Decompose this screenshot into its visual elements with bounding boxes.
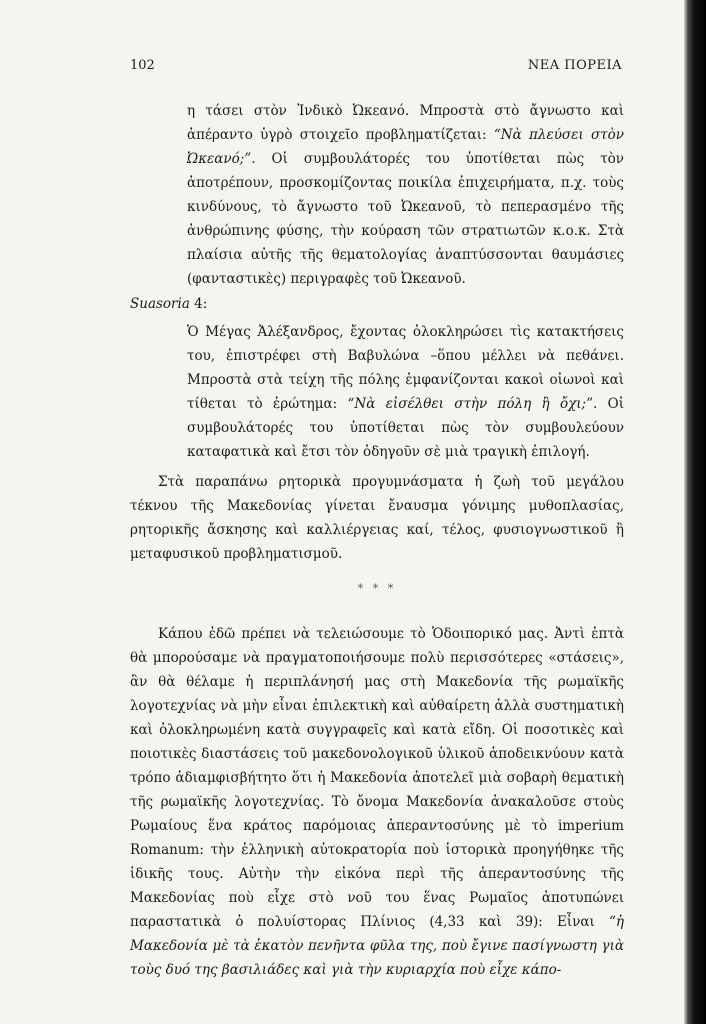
body-text: Ὁ Μέγας Ἀλέξανδρος, ἔχοντας ὁλοκληρώσει τὶς κατακτήσεις του, ἐπιστρέφει στὴ Βαβυλώνα –ὅπου μέλλει νὰ πεθάνει. Μπροστὰ στὰ τείχη τῆς πόλης ἐμφανίζονται κακοὶ οἰωνοὶ καὶ τίθεται τὸ ἐρώτημα: (187, 324, 624, 412)
paragraph-conclusion (130, 622, 624, 982)
body-text: Κάπου ἐδῶ πρέπει νὰ τελειώσουμε τὸ Ὁδοιπορικό μας. Ἀντὶ ἑπτὰ θὰ μπορούσαμε νὰ πραγματοποιήσουμε πολὺ περισσότερες «στάσεις», ἂν θὰ θέλαμε ἡ περιπλάνησή μας στὴ Μακεδονία τῆς ρωμαϊκῆς λογοτεχνίας νὰ μὴν εἶναι ἐπιλεκτικὴ καὶ αὐθαίρετη ἀλλὰ συστηματικὴ καὶ ὁλοκληρωμένη κατὰ συγγραφεῖς καὶ κατὰ εἴδη. Οἱ ποσοτικὲς καὶ ποιοτικὲς διαστάσεις τοῦ μακεδονολογικοῦ ὑλικοῦ ἀποδεικνύουν κατὰ τρόπο ἀδιαμφισβήτητο ὅτι ἡ Μακεδονία ἀποτελεῖ μιὰ σοβαρὴ θεματικὴ τῆς ρωμαϊκῆς λογοτεχνίας. Τὸ ὄνομα Μακεδονία ἀνακαλοῦσε στοὺς Ρωμαίους ἕνα κράτος παρόμοιας ἀπεραντοσύνης μὲ τὸ imperium Romanum: τὴν ἑλληνικὴ αὐτοκρατορία ποὺ ἱστορικὰ προηγήθηκε τῆς ἰδικῆς τους. Αὐτὴν τὴν εἰκόνα περὶ τῆς ἀπεραντοσύνης τῆς Μακεδονίας ποὺ εἶχε στὸ νοῦ του ἕνας Ρωμαῖος ἀποτυπώνει παραστατικὰ ὁ πολυίστορας Πλίνιος (4,33 καὶ 39): Εἶναι (130, 626, 624, 930)
italic-quote: “Νὰ εἰσέλθει στὴν πόλη ἢ ὄχι;” (347, 396, 593, 412)
indented-paragraph (187, 99, 624, 291)
page-header (130, 58, 622, 76)
body-paragraph: Στὰ παραπάνω ρητορικὰ προγυμνάσματα ἡ ζωὴ τοῦ μεγάλου τέκνου τῆς Μακεδονίας γίνεται ἔναυσμα γόνιμης μυθοπλασίας, ρητορικῆς ἄσκησης καὶ καλλιέργειας καί, τέλος, φυσιογνωστικοῦ ἢ μεταφυσικοῦ προβληματισμοῦ. (130, 474, 624, 562)
suasoria-label (130, 296, 207, 312)
page-number: 102 (130, 58, 155, 73)
body-text: . Οἱ συμβουλάτορές του ὑποτίθεται πὼς τὸν ἀποτρέπουν, προσκομίζοντας ποικίλα ἐπιχειρήματα, π.χ. τοὺς κινδύνους, τὸ ἄγνωστο τοῦ Ὠκεανοῦ, τὸ πεπερασμένο τῆς ἀνθρώπινης φύσης, τὴν κούραση τῶν στρατιωτῶν κ.ο.κ. Στὰ πλαίσια αὐτῆς τῆς θεματολογίας ἀναπτύσσονται θαυμάσιες (φανταστικὲς) περιγραφὲς τοῦ Ὠκεανοῦ. (187, 151, 624, 287)
body-text: . Οἱ συμβουλάτορές του ὑποτίθεται πὼς τὸν συμβουλεύουν καταφατικὰ καὶ ἔτσι τὸν ὁδηγοῦν σὲ μιὰ τραγικὴ ἐπιλογή. (187, 396, 624, 460)
indented-paragraph (187, 320, 624, 464)
body-paragraph (130, 622, 624, 982)
body-text: η τάσει στὸν Ἰνδικὸ Ὠκεανό. Μπροστὰ στὸ ἄγνωστο καὶ ἀπέραντο ὑγρὸ στοιχεῖο προβληματίζεται: (187, 103, 624, 143)
paragraph-summary (130, 470, 624, 566)
indented-block-ocean (187, 99, 624, 291)
page-edge-shadow (684, 0, 706, 1024)
indented-block-suasoria (187, 320, 624, 464)
italic-quote: “Νὰ πλεύσει στὸν Ὠκεανό;” (187, 127, 624, 167)
running-title: ΝΕΑ ΠΟΡΕΙΑ (527, 58, 622, 73)
suasoria-label-word: Suasoria (130, 296, 190, 312)
italic-quote: “ἡ Μακεδονία μὲ τὰ ἑκατὸν πενῆντα φῦλα της, ποὺ ἔγινε πασίγνωστη γιὰ τοὺς δυό της βασιλιάδες καὶ γιὰ τὴν κυριαρχία ποὺ εἶχε κάπο- (130, 914, 624, 978)
suasoria-label-number: 4: (194, 296, 208, 312)
section-separator: * * * (357, 582, 397, 595)
